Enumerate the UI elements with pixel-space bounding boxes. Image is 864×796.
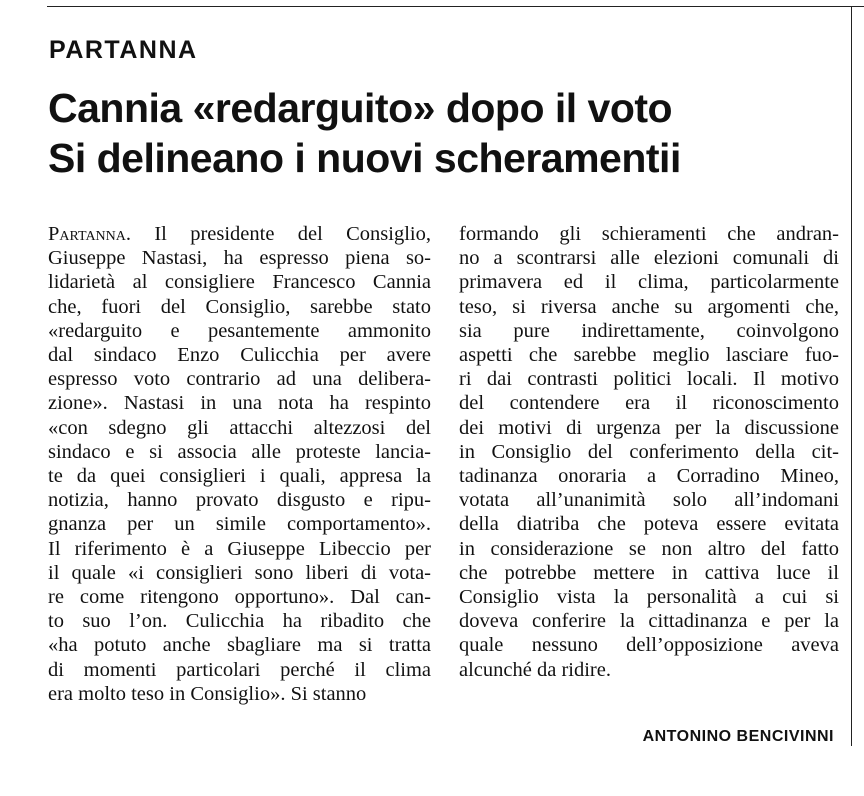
article-line — [48, 464, 431, 488]
article-line — [48, 585, 431, 609]
article-line — [48, 416, 431, 440]
article-line — [48, 440, 431, 464]
article-line — [459, 633, 839, 657]
article-line-text: doveva conferire la cittadinanza e per la — [459, 610, 839, 633]
article-line — [459, 270, 839, 294]
article-line-text: «con sdegno gli attacchi altezzosi del — [48, 416, 431, 439]
article-line-text: tadinanza onoraria a Corradino Mineo, — [459, 465, 839, 488]
article-line-text: dei motivi di urgenza per la discussione — [459, 416, 839, 439]
article-line-text: sindaco e si associa alle proteste lancia- — [48, 440, 431, 463]
article-line — [459, 464, 839, 488]
article-line-text: espresso voto contrario ad una delibera- — [48, 368, 431, 391]
article-line-text: Il presidente del Consiglio, — [154, 223, 431, 245]
article-line — [48, 246, 431, 270]
section-kicker: PARTANNA — [49, 36, 198, 64]
headline-line-1: Cannia «redarguito» dopo il voto — [48, 85, 673, 131]
article-line-text: in Consiglio del conferimento della cit- — [459, 440, 839, 463]
article-line — [459, 416, 839, 440]
article-line-text: gnanza per un simile comportamento». — [48, 513, 431, 536]
article-line — [459, 512, 839, 536]
article-line — [48, 367, 431, 391]
article-line — [459, 222, 839, 246]
article-line-text: ri dai contrasti politici locali. Il motivo — [459, 368, 839, 391]
article-line — [459, 658, 839, 682]
article-line — [459, 537, 839, 561]
article-column-right — [459, 222, 839, 682]
article-line-text: votata all’unanimità solo all’indomani — [459, 489, 839, 512]
article-line-text: teso, si riversa anche su argomenti che, — [459, 295, 839, 318]
article-line — [48, 391, 431, 415]
article-line-text: aspetti che sarebbe meglio lasciare fuo- — [459, 344, 839, 367]
article-line-text: te da quei consiglieri i quali, appresa la — [48, 465, 431, 488]
article-line-text: del contendere era il riconoscimento — [459, 392, 839, 415]
right-column-rule — [851, 6, 852, 746]
article-line-text: alcunché da ridire. — [459, 658, 611, 681]
top-rule — [47, 6, 864, 7]
article-line-text: formando gli schieramenti che andran- — [459, 223, 839, 245]
article-line — [459, 367, 839, 391]
article-line — [459, 561, 839, 585]
article-line — [48, 488, 431, 512]
article-line — [459, 609, 839, 633]
article-line-text: notizia, hanno provato disgusto e ripu- — [48, 489, 431, 512]
article-line — [48, 537, 431, 561]
article-line — [459, 343, 839, 367]
article-line-text: lidarietà al consigliere Francesco Cannia — [48, 271, 431, 294]
article-line-text: in considerazione se non altro del fatto — [459, 537, 839, 560]
article-line-text: primavera ed il clima, particolarmente — [459, 271, 839, 294]
article-line-text: dal sindaco Enzo Culicchia per avere — [48, 344, 431, 367]
article-line — [48, 658, 431, 682]
article-line-text: zione». Nastasi in una nota ha respinto — [48, 392, 431, 415]
article-line — [48, 343, 431, 367]
article-line — [48, 682, 431, 706]
article-line-text: sia pure indirettamente, coinvolgono — [459, 319, 839, 342]
article-line — [459, 319, 839, 343]
article-line — [459, 440, 839, 464]
article-line-text: della diatriba che poteva essere evitata — [459, 513, 839, 536]
article-line-text: era molto teso in Consiglio». Si stanno — [48, 682, 367, 705]
article-line-text: quale nessuno dell’opposizione aveva — [459, 634, 839, 657]
article-line — [48, 319, 431, 343]
article-line — [48, 295, 431, 319]
article-line-text: to suo l’on. Culicchia ha ribadito che — [48, 610, 431, 633]
article-line — [48, 270, 431, 294]
article-column-left — [48, 222, 431, 706]
article-line-text: che potrebbe mettere in cattiva luce il — [459, 561, 839, 584]
dateline: Partanna. — [48, 223, 132, 245]
article-line — [48, 222, 431, 246]
headline — [48, 83, 681, 183]
article-line-text: Giuseppe Nastasi, ha espresso piena so- — [48, 247, 431, 270]
article-line-text: no a scontrarsi alle elezioni comunali di — [459, 247, 839, 270]
article-line-text: il quale «i consiglieri sono liberi di vota- — [48, 561, 431, 584]
article-line — [459, 295, 839, 319]
article-line — [48, 633, 431, 657]
article-line — [48, 512, 431, 536]
article-line-text: re come ritengono opportuno». Dal can- — [48, 586, 431, 609]
article-line — [48, 561, 431, 585]
article-line-text: Il riferimento è a Giuseppe Libeccio per — [48, 537, 431, 560]
article-line — [459, 488, 839, 512]
article-line-text: Consiglio vista la personalità a cui si — [459, 586, 839, 609]
article-line-text: di momenti particolari perché il clima — [48, 658, 431, 681]
article-line — [459, 391, 839, 415]
headline-line-2: Si delineano i nuovi scheramentii — [48, 135, 681, 181]
byline: ANTONINO BENCIVINNI — [642, 728, 834, 745]
article-line-text: «ha potuto anche sbagliare ma si tratta — [48, 634, 431, 657]
article-line — [459, 585, 839, 609]
article-line-text: «redarguito e pesantemente ammonito — [48, 319, 431, 342]
article-line — [459, 246, 839, 270]
article-line-text: che, fuori del Consiglio, sarebbe stato — [48, 295, 431, 318]
article-line — [48, 609, 431, 633]
